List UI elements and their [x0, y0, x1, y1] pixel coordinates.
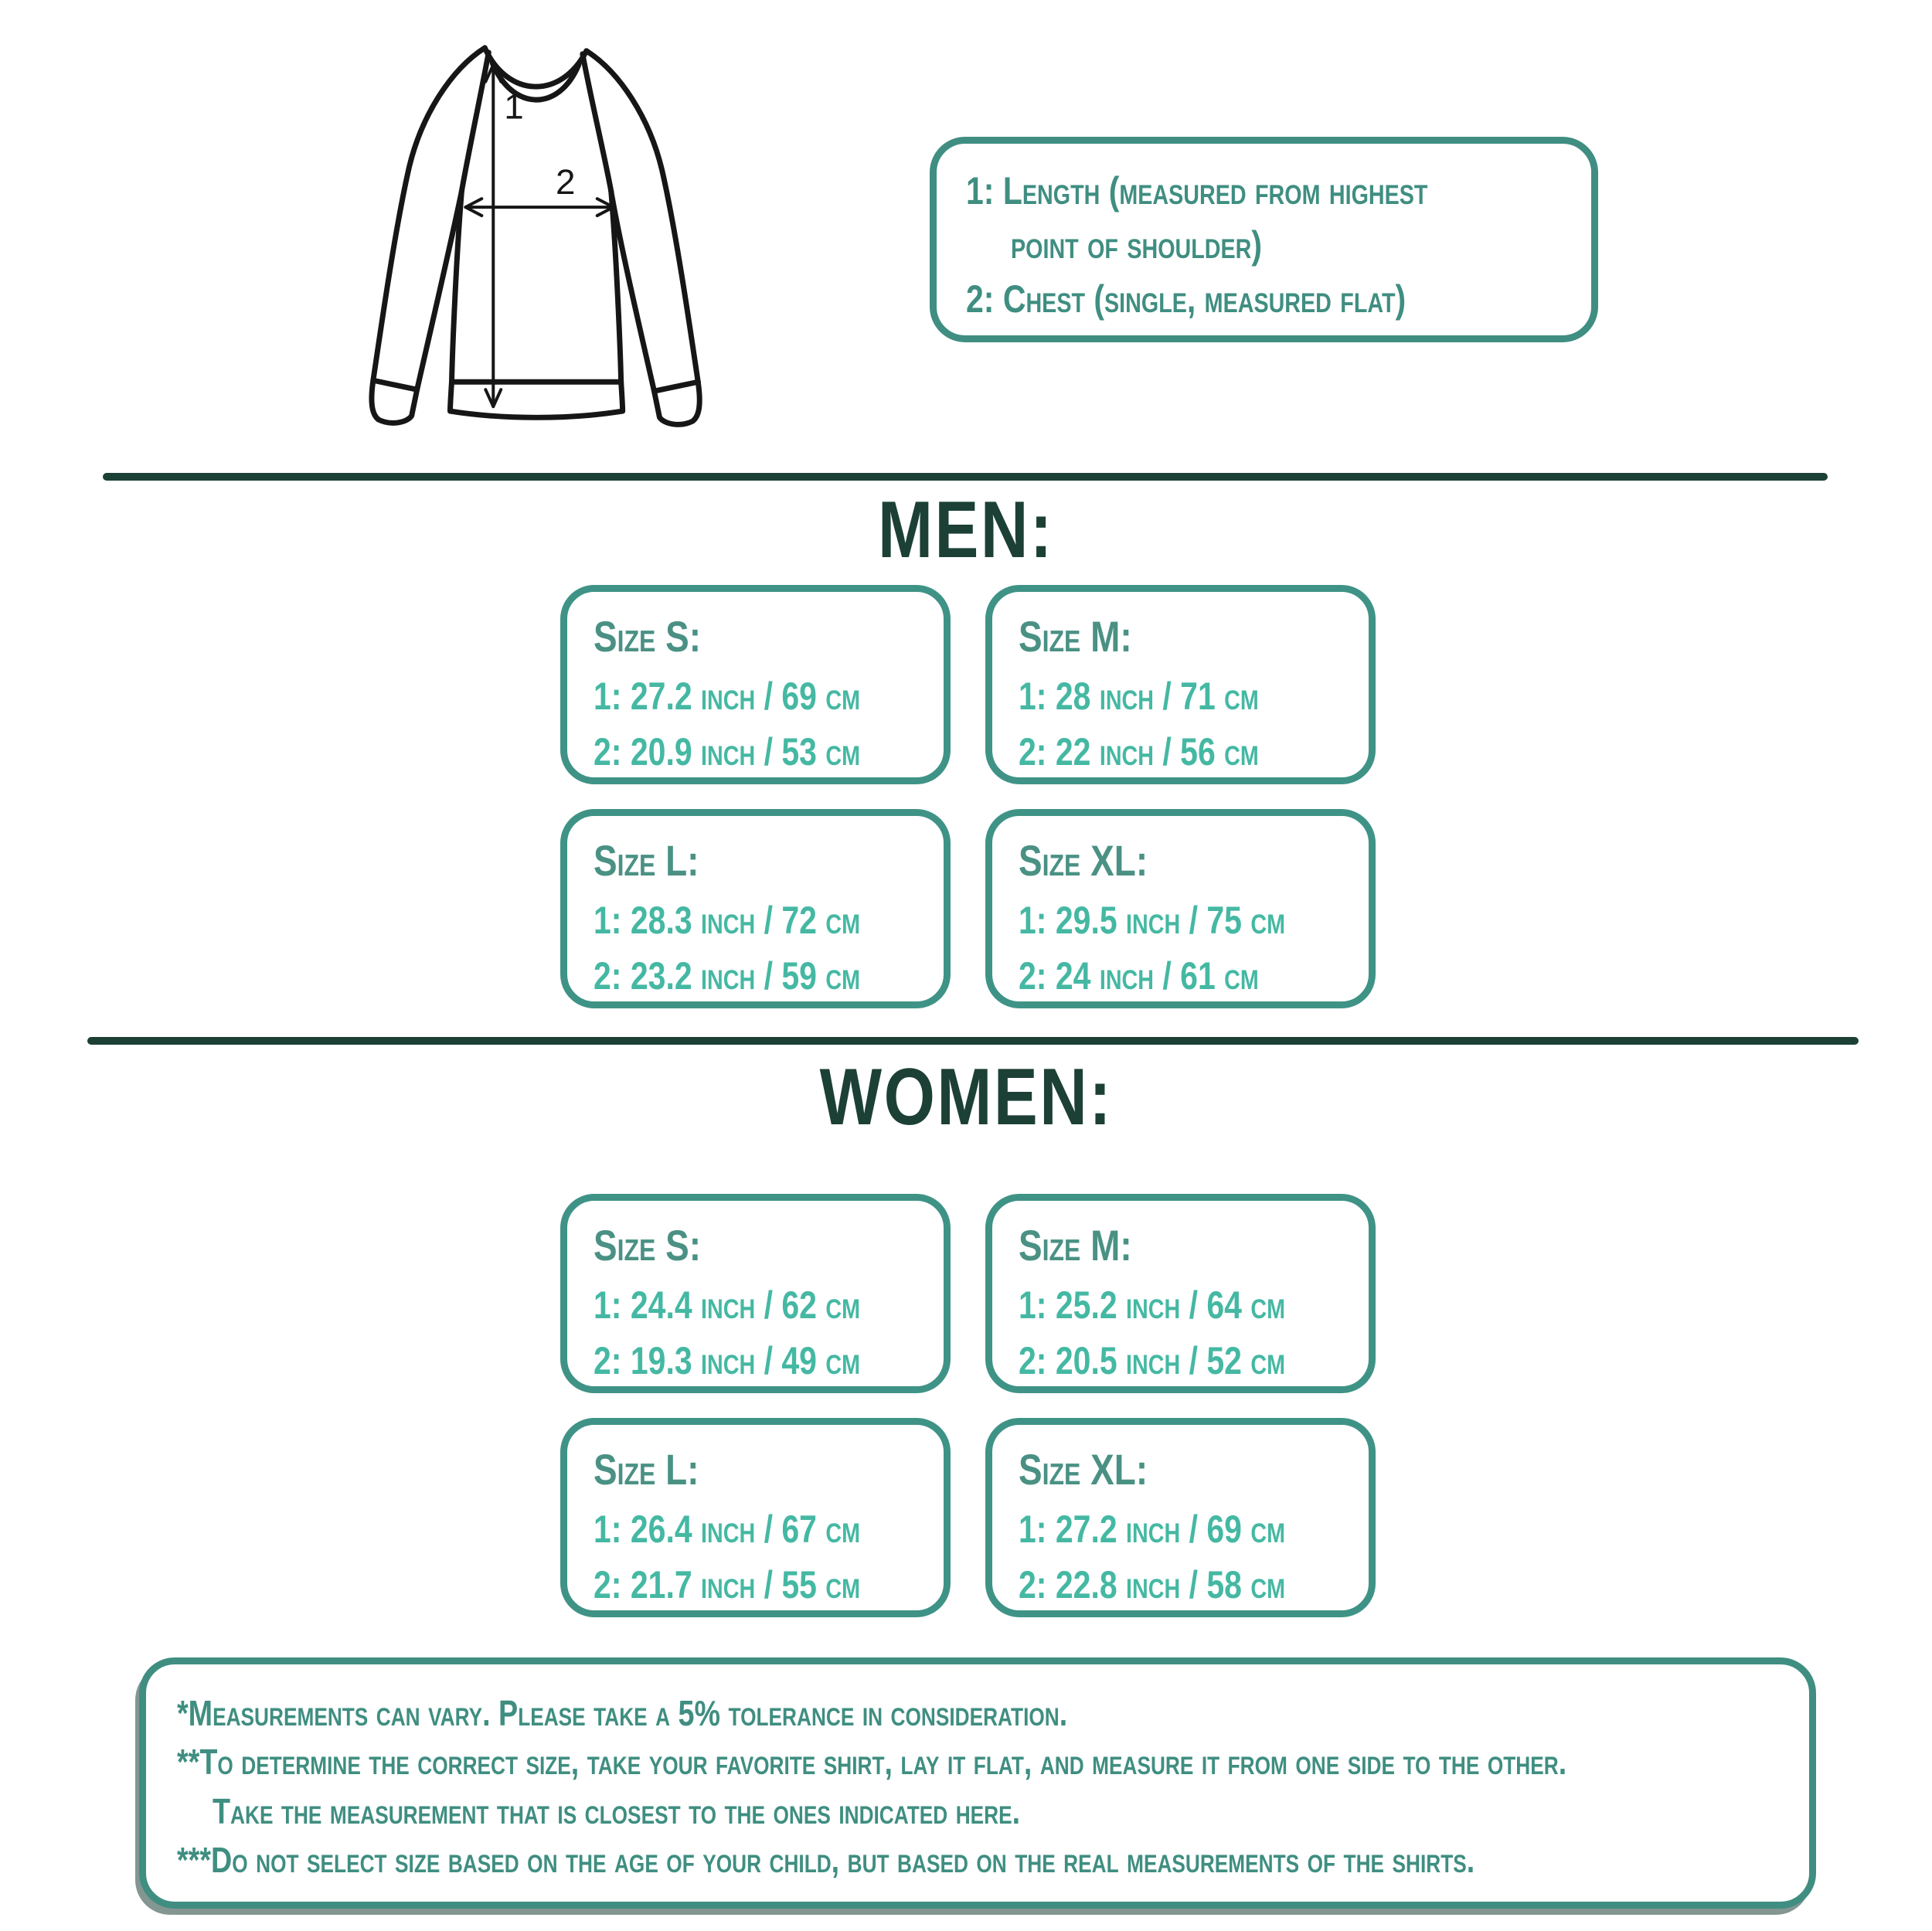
chest-measurement: 2: 20.5 inch / 52 cm: [1019, 1339, 1286, 1383]
women-section-title: WOMEN:: [819, 1052, 1113, 1142]
size-label: Size M:: [1019, 1221, 1132, 1270]
size-label: Size S:: [594, 612, 702, 661]
chest-arrow-label: 2: [555, 162, 576, 202]
length-measurement: 1: 25.2 inch / 64 cm: [1019, 1283, 1286, 1328]
legend-line-2: point of shoulder): [1011, 223, 1263, 267]
length-measurement: 1: 28 inch / 71 cm: [1019, 675, 1259, 719]
right-cuff-seam: [654, 382, 698, 391]
legend-line-1: 1: Length (measured from highest: [966, 169, 1428, 212]
sweatshirt-outline: [372, 48, 699, 424]
men-size-xl-box: [985, 809, 1376, 1008]
size-label: Size M:: [1019, 612, 1132, 661]
footnotes-box: [139, 1657, 1816, 1909]
legend-line-3: 2: Chest (single, measured flat): [966, 277, 1406, 321]
sweatshirt-diagram-icon: [334, 25, 765, 433]
length-measurement: 1: 28.3 inch / 72 cm: [594, 899, 861, 943]
size-label: Size S:: [594, 1221, 702, 1270]
chest-measurement: 2: 22.8 inch / 58 cm: [1019, 1563, 1286, 1607]
footnote-line-4: ***Do not select size based on the age of your child, but based on the real measurements of the shirts.: [177, 1840, 1475, 1881]
women-size-m-box: [985, 1194, 1376, 1393]
men-section-divider: [103, 473, 1828, 481]
women-size-s-box: [560, 1194, 951, 1393]
chest-measurement: 2: 19.3 inch / 49 cm: [594, 1339, 861, 1383]
left-raglan-seam: [461, 53, 488, 191]
footnote-line-1: *Measurements can vary. Please take a 5% tolerance in consideration.: [177, 1693, 1068, 1733]
footnote-line-2: **To determine the correct size, take your favorite shirt, lay it flat, and measure it from one side to the other.: [177, 1742, 1567, 1783]
hem-band-bottom: [450, 382, 622, 417]
length-arrow-label: 1: [504, 87, 524, 127]
chest-measurement: 2: 23.2 inch / 59 cm: [594, 954, 861, 998]
length-measurement: 1: 29.5 inch / 75 cm: [1019, 899, 1286, 943]
left-cuff-seam: [373, 380, 417, 389]
men-size-s-box: [560, 585, 951, 784]
men-size-m-box: [985, 585, 1376, 784]
women-size-l-box: [560, 1418, 951, 1617]
men-section-title: MEN:: [878, 485, 1054, 575]
women-size-xl-box: [985, 1418, 1376, 1617]
length-measurement: 1: 24.4 inch / 62 cm: [594, 1283, 861, 1328]
men-size-grid: [560, 585, 1376, 1008]
women-section-divider: [87, 1037, 1859, 1045]
measurement-arrows: [465, 65, 613, 406]
chest-measurement: 2: 20.9 inch / 53 cm: [594, 730, 861, 774]
women-size-grid: [560, 1194, 1376, 1617]
men-size-l-box: [560, 809, 951, 1008]
chest-measurement: 2: 22 inch / 56 cm: [1019, 730, 1259, 774]
right-raglan-seam: [583, 54, 611, 191]
length-measurement: 1: 27.2 inch / 69 cm: [1019, 1508, 1286, 1552]
length-measurement: 1: 27.2 inch / 69 cm: [594, 675, 861, 719]
size-label: Size L:: [594, 836, 699, 885]
footnote-line-3: Take the measurement that is closest to the ones indicated here.: [213, 1790, 1021, 1831]
size-label: Size XL:: [1019, 1445, 1148, 1494]
size-label: Size L:: [594, 1445, 699, 1494]
chest-measurement: 2: 21.7 inch / 55 cm: [594, 1563, 861, 1607]
size-label: Size XL:: [1019, 836, 1148, 885]
length-measurement: 1: 26.4 inch / 67 cm: [594, 1508, 861, 1552]
measurement-legend-box: [930, 137, 1598, 342]
chest-measurement: 2: 24 inch / 61 cm: [1019, 954, 1259, 998]
